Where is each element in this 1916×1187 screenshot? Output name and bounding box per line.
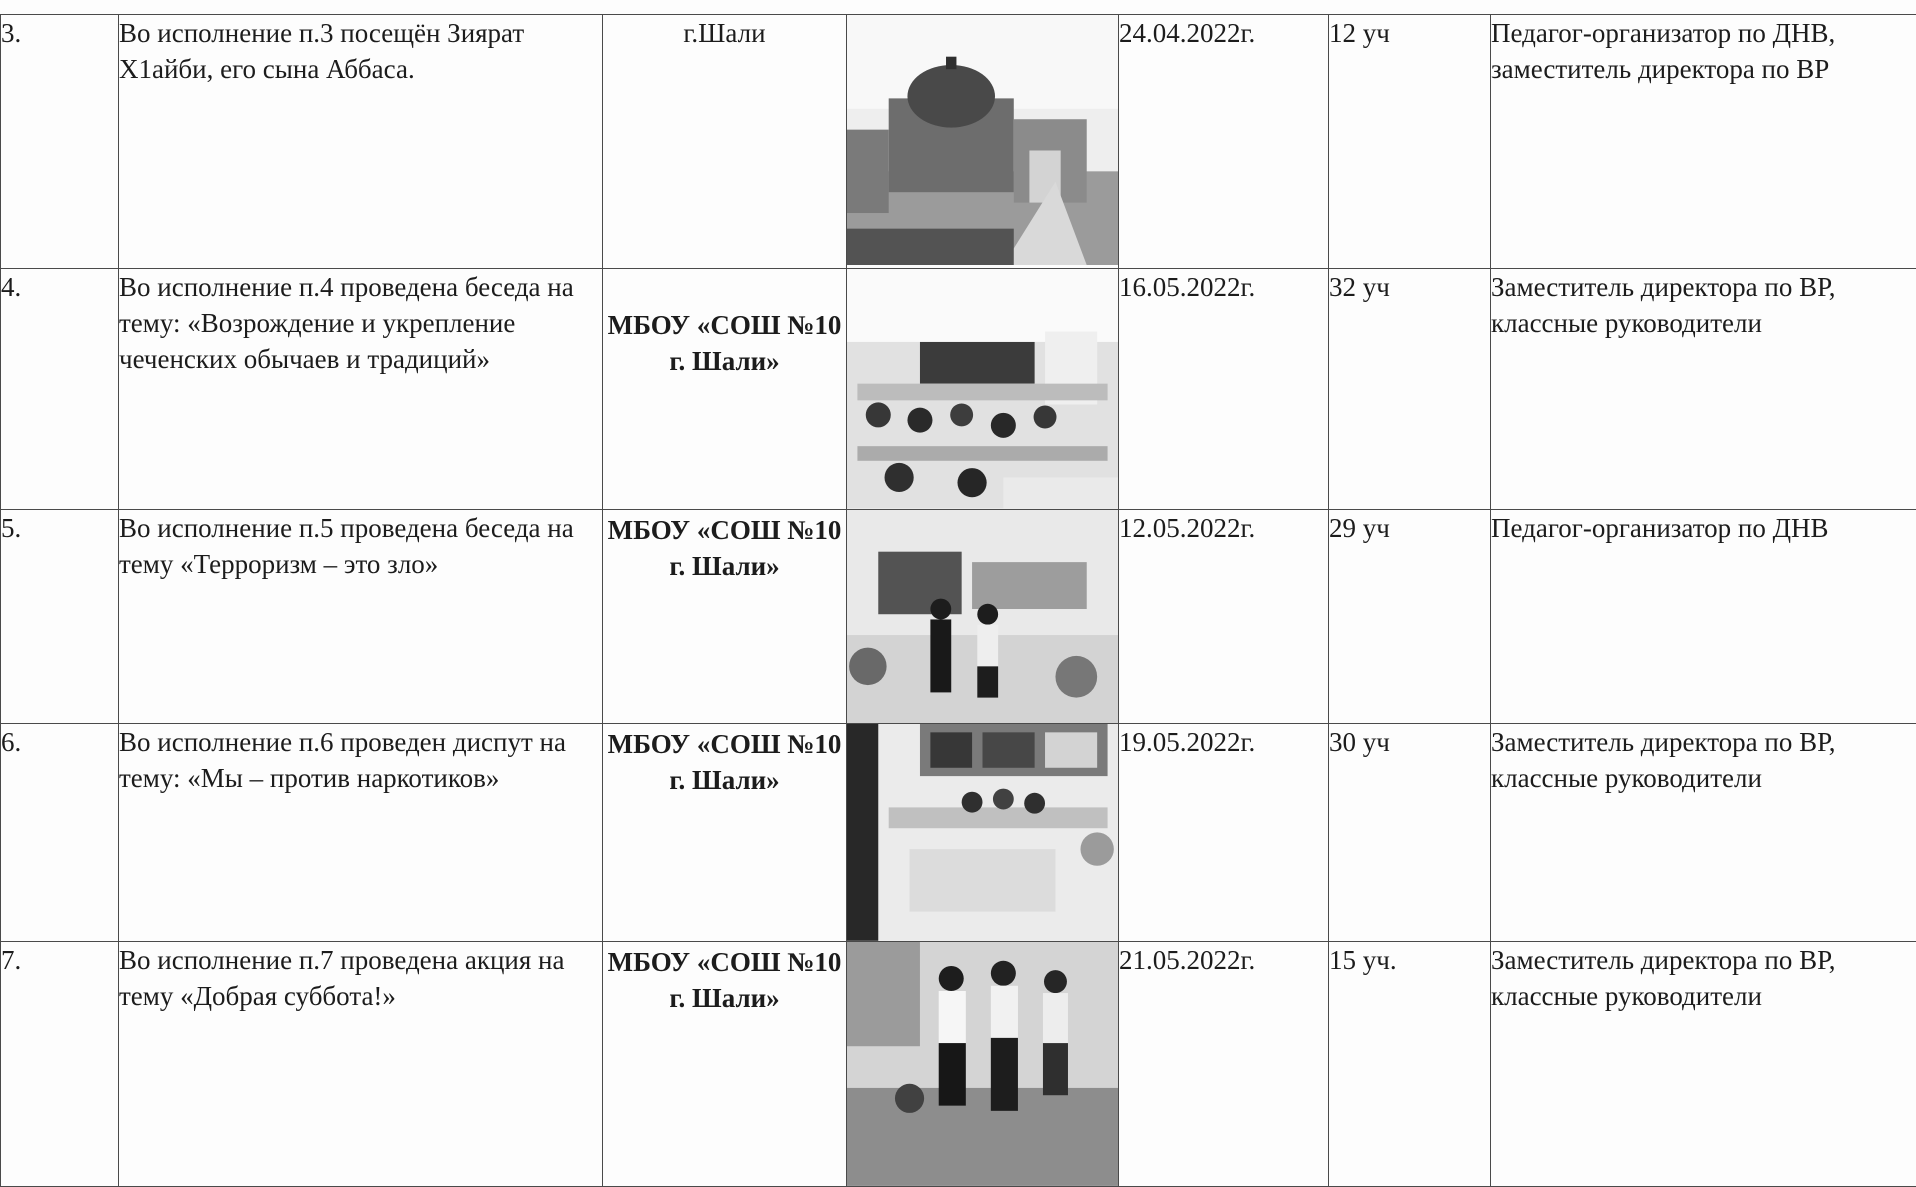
event-description: Во исполнение п.5 проведена беседа на тему «Терроризм – это зло» xyxy=(119,509,603,724)
event-description: Во исполнение п.3 посещён Зиярат Х1айби, его сына Аббаса. xyxy=(119,15,603,269)
event-location: г.Шали xyxy=(603,15,847,269)
events-report-table xyxy=(0,14,1916,1187)
table-row xyxy=(1,509,1916,724)
row-number: 4. xyxy=(1,269,119,510)
table-row xyxy=(1,15,1916,269)
mausoleum-photo xyxy=(847,15,1118,265)
event-location: МБОУ «СОШ №10 г. Шали» xyxy=(603,509,847,724)
row-number: 7. xyxy=(1,942,119,1187)
participant-count: 15 уч. xyxy=(1329,942,1491,1187)
event-date: 24.04.2022г. xyxy=(1119,15,1329,269)
classroom-photo xyxy=(847,269,1118,509)
row-number: 3. xyxy=(1,15,119,269)
event-location: МБОУ «СОШ №10 г. Шали» xyxy=(603,942,847,1187)
event-date: 21.05.2022г. xyxy=(1119,942,1329,1187)
event-location: МБОУ «СОШ №10 г. Шали» xyxy=(603,269,847,510)
participant-count: 32 уч xyxy=(1329,269,1491,510)
event-location: МБОУ «СОШ №10 г. Шали» xyxy=(603,724,847,942)
responsible-person: Педагог-организатор по ДНВ xyxy=(1491,509,1916,724)
row-number: 5. xyxy=(1,509,119,724)
table-row xyxy=(1,724,1916,942)
responsible-person: Заместитель директора по ВР, классные руководители xyxy=(1491,269,1916,510)
event-date: 16.05.2022г. xyxy=(1119,269,1329,510)
participant-count: 29 уч xyxy=(1329,509,1491,724)
responsible-person: Заместитель директора по ВР, классные руководители xyxy=(1491,724,1916,942)
responsible-person: Педагог-организатор по ДНВ, заместитель директора по ВР xyxy=(1491,15,1916,269)
table-row xyxy=(1,269,1916,510)
row-number: 6. xyxy=(1,724,119,942)
cleanup-photo xyxy=(847,942,1118,1186)
presentation-photo xyxy=(847,510,1118,724)
event-description: Во исполнение п.4 проведена беседа на тему: «Возрождение и укрепление чеченских обычаев и традиций» xyxy=(119,269,603,510)
event-date: 19.05.2022г. xyxy=(1119,724,1329,942)
event-description: Во исполнение п.6 проведен диспут на тему: «Мы – против наркотиков» xyxy=(119,724,603,942)
event-date: 12.05.2022г. xyxy=(1119,509,1329,724)
participant-count: 12 уч xyxy=(1329,15,1491,269)
event-description: Во исполнение п.7 проведена акция на тему «Добрая суббота!» xyxy=(119,942,603,1187)
table-row xyxy=(1,942,1916,1187)
responsible-person: Заместитель директора по ВР, классные руководители xyxy=(1491,942,1916,1187)
participant-count: 30 уч xyxy=(1329,724,1491,942)
debate-photo xyxy=(847,724,1118,941)
